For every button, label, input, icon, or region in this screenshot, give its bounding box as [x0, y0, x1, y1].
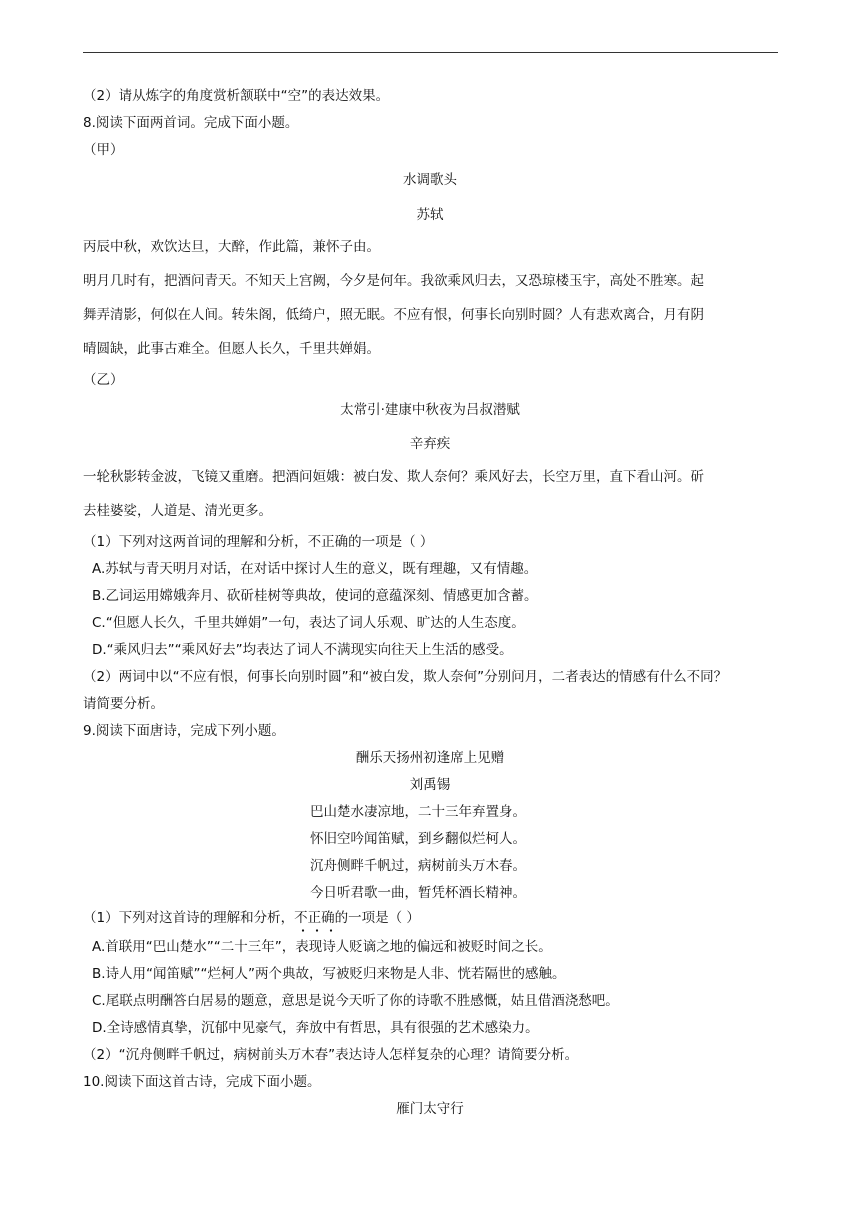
q8-option-a: A.苏轼与青天明月对话，在对话中探讨人生的意义，既有理趣，又有情趣。 — [92, 561, 538, 577]
q8-option-d: D.“乘风归去”“乘风好去”均表达了词人不满现实向往天上生活的感受。 — [92, 642, 513, 658]
q9-sub2: （2）“沉舟侧畔千帆过，病树前头万木春”表达诗人怎样复杂的心理？请简要分析。 — [83, 1047, 579, 1063]
q8-option-c: C.“但愿人长久，千里共婵娟”一句，表达了词人乐观、旷达的人生态度。 — [92, 615, 525, 631]
header-rule — [83, 52, 778, 53]
q8-jia-label: （甲） — [83, 142, 124, 158]
q9-poem-line: 巴山楚水凄凉地，二十三年弃置身。 — [310, 804, 526, 820]
q9-option-a: A.首联用“巴山楚水”“二十三年”，表现诗人贬谪之地的偏远和被贬时间之长。 — [92, 939, 552, 955]
q8-sub2-line2: 请简要分析。 — [83, 696, 164, 712]
q8-yi-label: （乙） — [83, 372, 124, 388]
poem2-author: 辛弃疾 — [409, 436, 451, 452]
q9-intro: 9.阅读下面唐诗，完成下列小题。 — [83, 723, 285, 739]
q8-sub2-line1: （2）两词中以“不应有恨，何事长向别时圆”和“被白发，欺人奈何”分别问月，二者表达的情感有什么不同？ — [83, 669, 728, 685]
q8-option-b: B.乙词运用嫦娥奔月、砍斫桂树等典故，使词的意蕴深刻、情感更加含蓄。 — [92, 588, 538, 604]
poem2-line1: 一轮秋影转金波，飞镜又重磨。把酒问姮娥：被白发、欺人奈何？乘风好去，长空万里，直下看山河。斫 — [83, 469, 704, 485]
poem1-line3: 晴圆缺，此事古难全。但愿人长久，千里共婵娟。 — [83, 341, 380, 357]
poem1-line2: 舞弄清影，何似在人间。转朱阁，低绮户，照无眠。不应有恨，何事长向别时圆？人有悲欢离合，月有阴 — [83, 307, 704, 323]
q9-poem-line: 沉舟侧畔千帆过，病树前头万木春。 — [310, 858, 526, 874]
q9-poem-line: 今日听君歌一曲，暂凭杯酒长精神。 — [310, 885, 526, 901]
q7-part2: （2）请从炼字的角度赏析颔联中“空”的表达效果。 — [83, 88, 390, 104]
q9-option-b: B.诗人用“闻笛赋”“烂柯人”两个典故，写被贬归来物是人非、恍若隔世的感触。 — [92, 966, 566, 982]
q9-sub1-stem — [83, 908, 783, 928]
q9-option-c: C.尾联点明酬答白居易的题意，意思是说今天听了你的诗歌不胜感慨，姑且借酒浇愁吧。 — [92, 993, 619, 1009]
q8-intro: 8.阅读下面两首词。完成下面小题。 — [83, 115, 299, 131]
q10-intro: 10.阅读下面这首古诗，完成下面小题。 — [83, 1074, 321, 1090]
poem2-line2: 去桂婆娑，人道是、清光更多。 — [83, 503, 272, 519]
poem1-author: 苏轼 — [416, 207, 444, 223]
poem2-title: 太常引·建康中秋夜为吕叔潜赋 — [340, 402, 520, 418]
q9-author: 刘禹锡 — [409, 777, 451, 793]
q9-poem-line: 怀旧空吟闻笛赋，到乡翻似烂柯人。 — [310, 831, 526, 847]
q9-title: 酬乐天扬州初逢席上见赠 — [355, 750, 505, 766]
poem1-line1: 明月几时有，把酒问青天。不知天上宫阙，今夕是何年。我欲乘风归去，又恐琼楼玉宇，高处不胜寒。起 — [83, 273, 704, 289]
poem1-title: 水调歌头 — [403, 172, 457, 188]
q9-sub1-suffix: 的一项是（ ） — [334, 910, 420, 926]
poem1-preface: 丙辰中秋，欢饮达旦，大醉，作此篇，兼怀子由。 — [83, 239, 380, 255]
q9-option-d: D.全诗感情真挚，沉郁中见豪气，奔放中有哲思，具有很强的艺术感染力。 — [92, 1020, 539, 1036]
q10-title: 雁门太守行 — [396, 1101, 464, 1117]
q9-sub1-prefix: （1）下列对这首诗的理解和分析， — [83, 910, 295, 926]
q9-sub1-emphasis: 不正确 — [294, 910, 335, 926]
q8-sub1-stem: （1）下列对这两首词的理解和分析，不正确的一项是（ ） — [83, 534, 434, 550]
